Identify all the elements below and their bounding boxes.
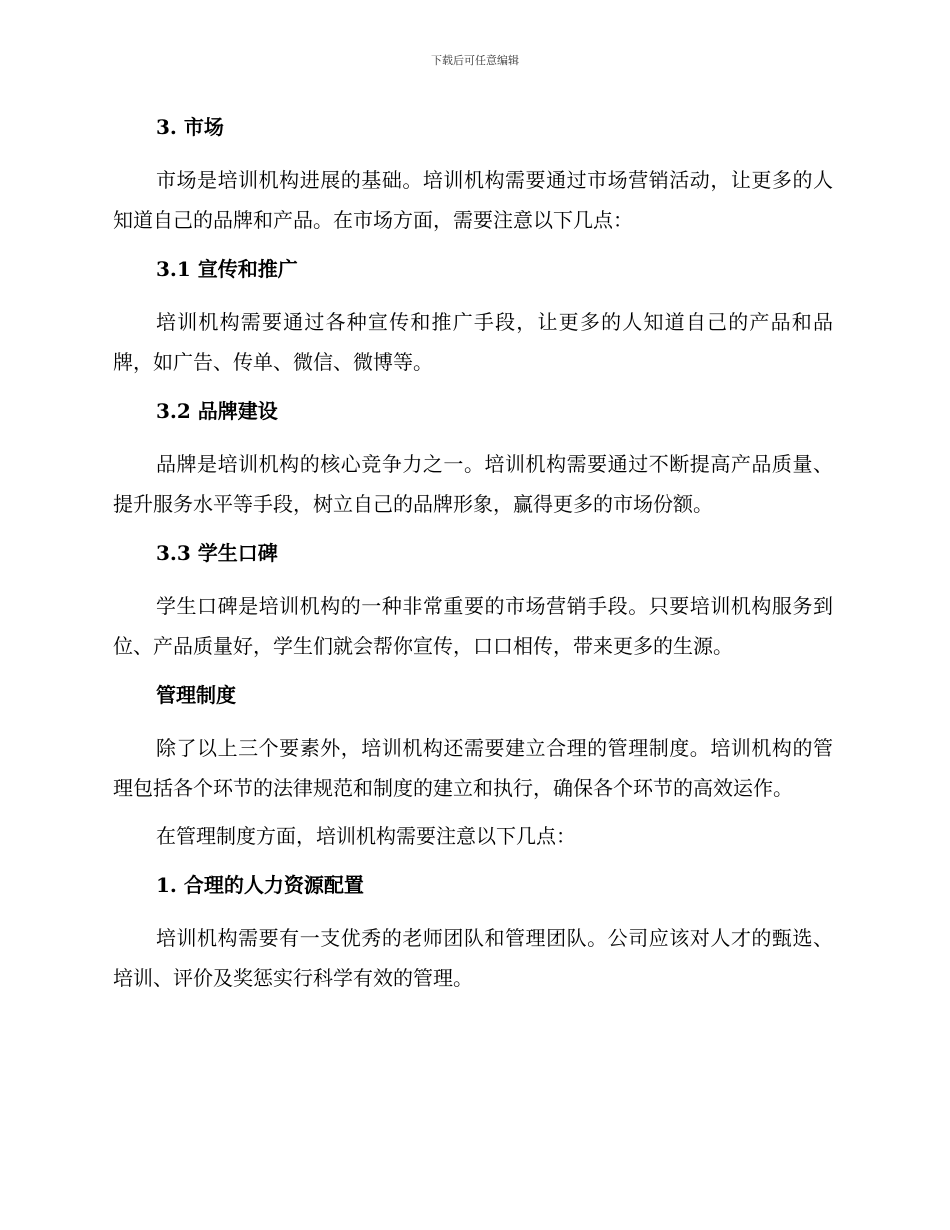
paragraph-brand: 品牌是培训机构的核心竞争力之一。培训机构需要通过不断提高产品质量、提升服务水平等手段，树立自己的品牌形象，赢得更多的市场份额。 <box>113 452 833 516</box>
spacer <box>113 716 833 728</box>
section-heading-reputation: 3.3 学生口碑 <box>156 541 278 565</box>
spacer <box>113 666 833 674</box>
spacer <box>113 808 833 816</box>
spacer <box>113 432 833 444</box>
spacer <box>113 574 833 586</box>
paragraph-management-points: 在管理制度方面，培训机构需要注意以下几点： <box>156 824 576 848</box>
spacer <box>113 906 833 918</box>
document-body <box>113 106 833 998</box>
paragraph-management-intro: 除了以上三个要素外，培训机构还需要建立合理的管理制度。培训机构的管理包括各个环节的法律规范和制度的建立和执行，确保各个环节的高效运作。 <box>113 736 833 800</box>
section-heading-market: 3. 市场 <box>156 115 224 139</box>
paragraph-promotion: 培训机构需要通过各种宣传和推广手段，让更多的人知道自己的产品和品牌，如广告、传单、微信、微博等。 <box>113 310 833 374</box>
spacer <box>113 240 833 248</box>
section-heading-promotion: 3.1 宣传和推广 <box>156 257 298 281</box>
paragraph-reputation: 学生口碑是培训机构的一种非常重要的市场营销手段。只要培训机构服务到位、产品质量好，学生们就会帮你宣传，口口相传，带来更多的生源。 <box>113 594 833 658</box>
paragraph-market-intro: 市场是培训机构进展的基础。培训机构需要通过市场营销活动，让更多的人知道自己的品牌和产品。在市场方面，需要注意以下几点： <box>113 168 833 232</box>
section-heading-management: 管理制度 <box>156 683 236 707</box>
spacer <box>113 290 833 302</box>
spacer <box>113 148 833 160</box>
section-heading-hr: 1. 合理的人力资源配置 <box>156 873 364 897</box>
paragraph-hr: 培训机构需要有一支优秀的老师团队和管理团队。公司应该对人才的甄选、培训、评价及奖惩实行科学有效的管理。 <box>113 926 833 990</box>
section-heading-brand: 3.2 品牌建设 <box>156 399 278 423</box>
spacer <box>113 382 833 390</box>
spacer <box>113 856 833 864</box>
spacer <box>113 524 833 532</box>
page-header: 下载后可任意编辑 <box>431 54 519 67</box>
